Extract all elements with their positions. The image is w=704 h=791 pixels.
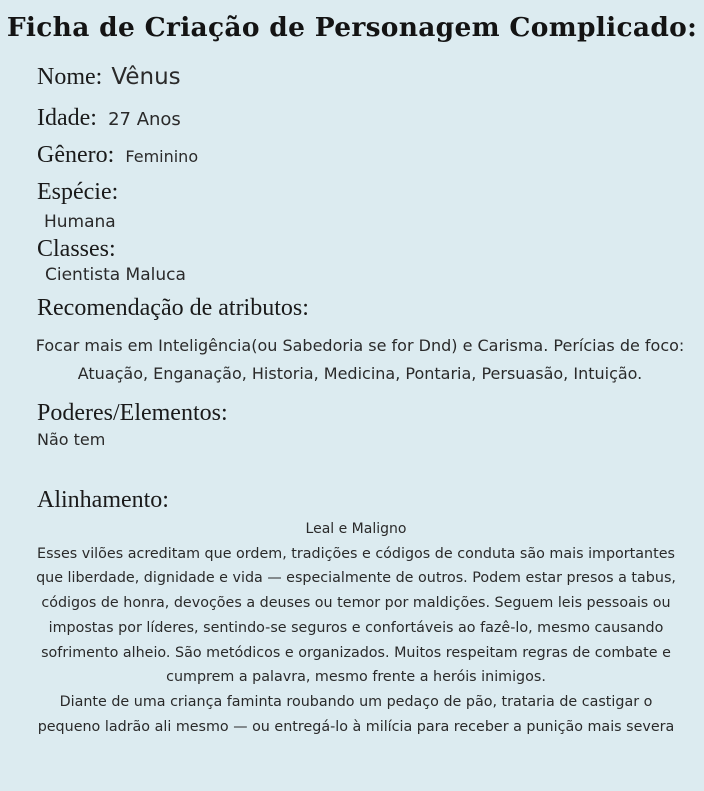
classes-value: Cientista Maluca — [45, 265, 186, 285]
attributes-line: Focar mais em Inteligência(ou Sabedoria se for Dnd) e Carisma. Perícias de foco: — [35, 336, 685, 355]
alignment-line: pequeno ladrão ali mesmo — ou entregá-lo à milícia para receber a punição mais severa — [37, 718, 675, 735]
attributes-text — [32, 332, 688, 388]
gender-field — [37, 142, 198, 169]
gender-value: Feminino — [125, 147, 199, 166]
name-label: Nome: — [37, 64, 103, 90]
alignment-line: códigos de honra, devoções a deuses ou temor por maldições. Seguem leis pessoais ou — [41, 595, 671, 612]
alignment-description — [14, 517, 698, 739]
powers-value: Não tem — [37, 430, 106, 449]
gender-label: Gênero: — [37, 142, 115, 168]
alignment-label: Alinhamento: — [37, 487, 169, 513]
species-label: Espécie: — [37, 179, 119, 205]
name-field — [37, 64, 181, 91]
alignment-line: sofrimento alheio. São metódicos e organizados. Muitos respeitam regras de combate e — [41, 644, 671, 661]
alignment-line: Diante de uma criança faminta roubando um pedaço de pão, trataria de castigar o — [59, 693, 653, 710]
classes-label: Classes: — [37, 236, 116, 262]
alignment-line: cumprem a palavra, mesmo frente a heróis inimigos. — [166, 669, 546, 686]
age-value: 27 Anos — [108, 109, 181, 130]
attributes-line: Atuação, Enganação, Historia, Medicina, Pontaria, Persuasão, Intuição. — [77, 364, 643, 383]
alignment-line: impostas por líderes, sentindo-se seguros e confortáveis ao fazê-lo, mesmo causando — [48, 619, 664, 636]
name-value: Vênus — [111, 64, 181, 90]
alignment-line: Esses vilões acreditam que ordem, tradições e códigos de conduta são mais importantes — [37, 545, 675, 562]
alignment-value: Leal e Maligno — [305, 521, 407, 537]
species-value: Humana — [44, 212, 116, 232]
alignment-line: que liberdade, dignidade e vida — especialmente de outros. Podem estar presos a tabus, — [36, 570, 676, 587]
age-label: Idade: — [37, 105, 97, 131]
powers-label: Poderes/Elementos: — [37, 400, 228, 426]
attributes-label: Recomendação de atributos: — [37, 295, 309, 321]
age-field — [37, 105, 181, 132]
page-title: Ficha de Criação de Personagem Complicado: — [6, 12, 698, 43]
